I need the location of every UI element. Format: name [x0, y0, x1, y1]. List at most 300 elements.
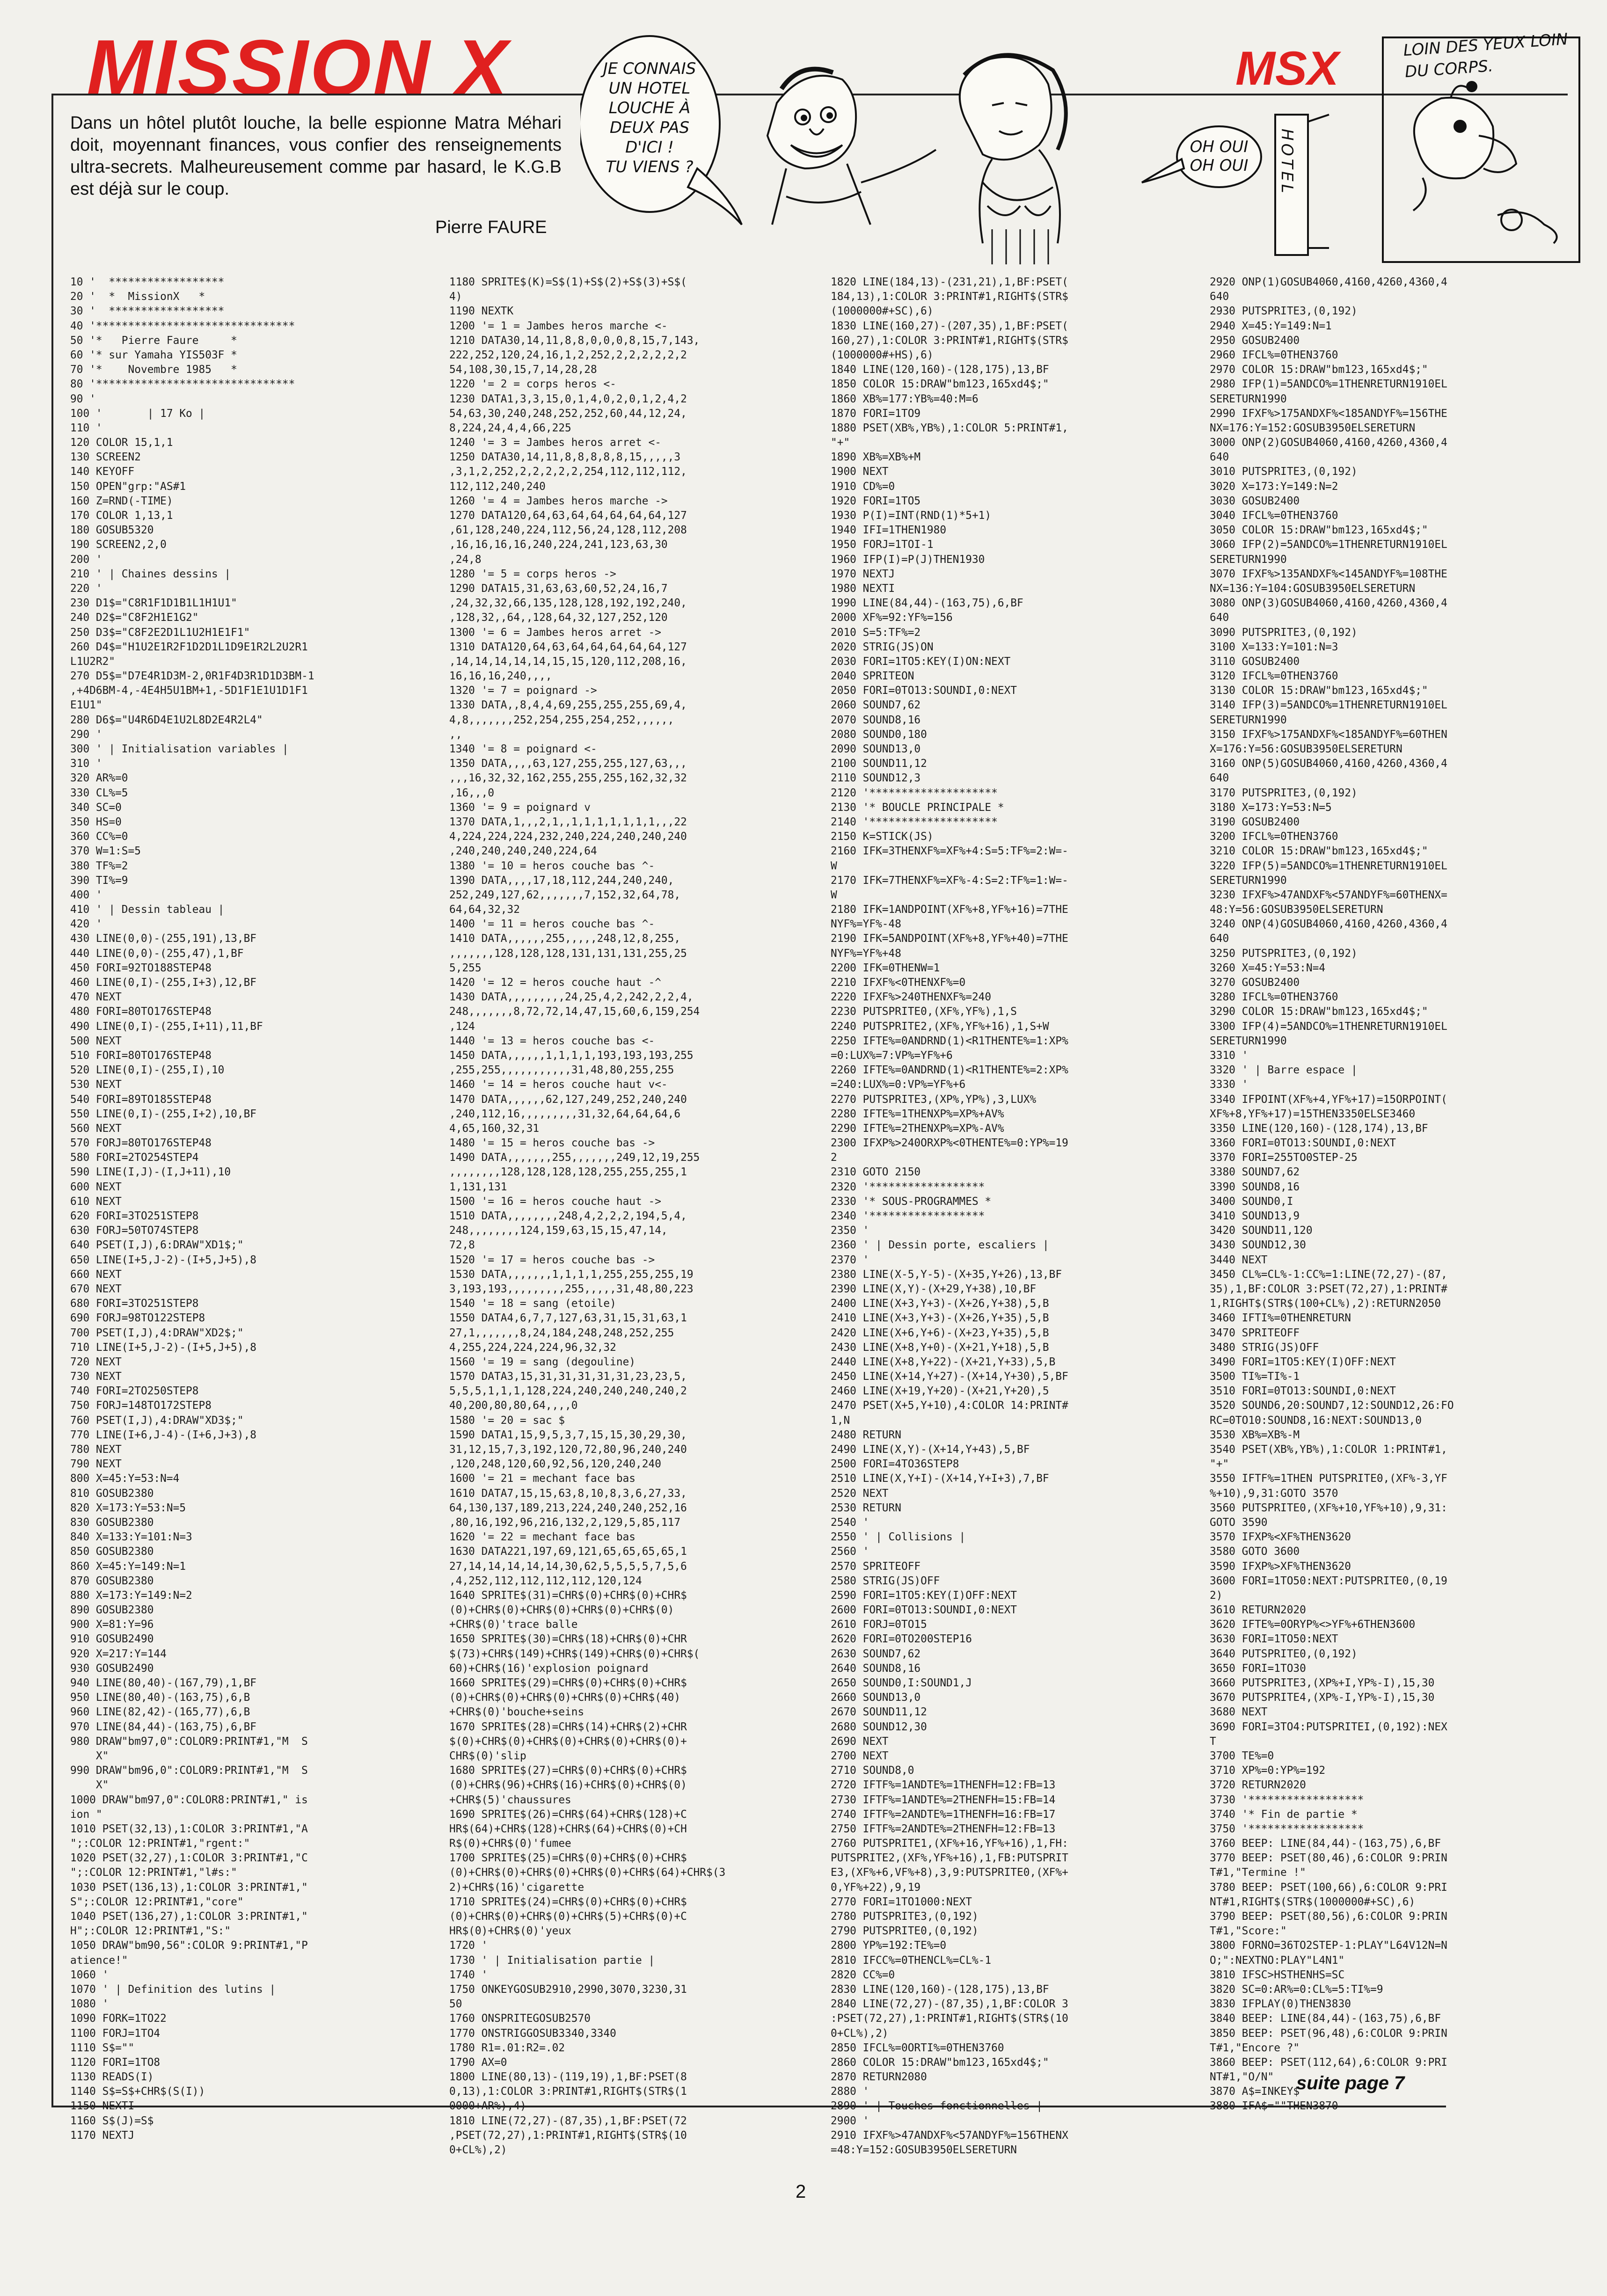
- code-line: 3740 '* Fin de partie *: [1210, 1808, 1358, 1821]
- code-line: 4,224,224,224,232,240,224,240,240,240: [449, 831, 687, 843]
- code-line: 490 LINE(0,I)-(255,I+11),11,BF: [70, 1020, 263, 1033]
- code-line: 660 NEXT: [70, 1268, 122, 1281]
- code-line: 1830 LINE(160,27)-(207,35),1,BF:PSET(: [831, 320, 1068, 332]
- code-line: 3400 SOUND0,I: [1210, 1195, 1293, 1208]
- code-line: 1210 DATA30,14,11,8,8,0,0,0,8,15,7,143,: [449, 334, 700, 347]
- code-line: SERETURN1990: [1210, 553, 1287, 566]
- code-line: $(73)+CHR$(149)+CHR$(149)+CHR$(0)+CHR$(: [449, 1647, 700, 1660]
- code-line: 2820 CC%=0: [831, 1968, 895, 1981]
- code-line: 1120 FORI=1TO8: [70, 2056, 161, 2069]
- code-line: 1980 NEXTI: [831, 582, 895, 595]
- code-line: 620 FORI=3TO251STEP8: [70, 1210, 199, 1222]
- code-line: 1840 LINE(120,160)-(128,175),13,BF: [831, 364, 1049, 376]
- code-line: 910 GOSUB2490: [70, 1633, 154, 1646]
- code-line: 30 ' ******************: [70, 305, 225, 318]
- code-line: 2490 LINE(X,Y)-(X+14,Y+43),5,BF: [831, 1443, 1030, 1456]
- code-line: 110 ': [70, 422, 102, 434]
- code-line: 100 ' | 17 Ko |: [70, 407, 205, 420]
- code-line: 3210 COLOR 15:DRAW"bm123,165xd4$;": [1210, 845, 1428, 858]
- code-line: 3390 SOUND8,16: [1210, 1181, 1300, 1193]
- code-line: 1080 ': [70, 1998, 109, 2011]
- code-line: 3670 PUTSPRITE4,(XP%-I,YP%-I),15,30: [1210, 1691, 1435, 1704]
- code-line: 2240 PUTSPRITE2,(XF%,YF%+16),1,S+W: [831, 1020, 1049, 1033]
- code-line: 290 ': [70, 728, 102, 741]
- code-line: NX=136:Y=104:GOSUB3950ELSERETURN: [1210, 582, 1416, 595]
- code-line: 3350 LINE(120,160)-(128,174),13,BF: [1210, 1122, 1428, 1135]
- code-line: 3070 IFXF%>135ANDXF%<145ANDYF%=108THE: [1210, 568, 1447, 580]
- code-line: 550 LINE(0,I)-(255,I+2),10,BF: [70, 1108, 257, 1120]
- code-line: 270 D5$="D7E4R1D3M-2,0R1F4D3R1D1D3BM-1: [70, 670, 314, 683]
- code-line: ,61,128,240,224,112,56,24,128,112,208: [449, 524, 687, 537]
- code-line: 2880 ': [831, 2085, 869, 2098]
- code-line: 3240 ONP(4)GOSUB4060,4160,4260,4360,4: [1210, 918, 1447, 931]
- code-line: 3190 GOSUB2400: [1210, 816, 1300, 828]
- code-line: 840 X=133:Y=101:N=3: [70, 1531, 192, 1544]
- code-line: 2770 FORI=1TO1000:NEXT: [831, 1895, 972, 1908]
- code-line: E3,(XF%+6,VF%+8),3,9:PUTSPRITE0,(XF%+: [831, 1866, 1068, 1879]
- code-line: 1270 DATA120,64,63,64,64,64,64,64,127: [449, 510, 687, 522]
- code-line: 1680 SPRITE$(27)=CHR$(0)+CHR$(0)+CHR$: [449, 1764, 687, 1777]
- code-line: 2510 LINE(X,Y+I)-(X+14,Y+I+3),7,BF: [831, 1472, 1049, 1485]
- code-line: NX=176:Y=152:GOSUB3950ELSERETURN: [1210, 422, 1416, 434]
- page-number: 2: [796, 2181, 806, 2202]
- code-line: 1570 DATA3,15,31,31,31,31,31,23,23,5,: [449, 1370, 687, 1383]
- code-line: 1590 DATA1,15,9,5,3,7,15,15,30,29,30,: [449, 1429, 687, 1441]
- code-line: 2890 ' | Touches fonctionnelles |: [831, 2100, 1043, 2113]
- code-line: 40,200,80,80,64,,,,0: [449, 1399, 578, 1412]
- code-line: 3800 FORNO=36TO2STEP-1:PLAY"L64V12N=N: [1210, 1939, 1447, 1952]
- code-line: 3340 IFPOINT(XF%+4,YF%+17)=15ORPOINT(: [1210, 1093, 1447, 1106]
- code-line: 520 LINE(0,I)-(255,I),10: [70, 1064, 225, 1077]
- code-line: 4,255,224,224,224,96,32,32: [449, 1341, 616, 1354]
- listing-column-3: [831, 275, 1214, 2158]
- code-line: T#1,"Encore ?": [1210, 2041, 1300, 2054]
- code-line: 3580 GOTO 3600: [1210, 1545, 1300, 1558]
- code-line: 1510 DATA,,,,,,,,248,4,2,2,2,194,5,4,: [449, 1210, 687, 1222]
- code-line: 2670 SOUND11,12: [831, 1706, 927, 1719]
- code-line: 1020 PSET(32,27),1:COLOR 3:PRINT#1,"C: [70, 1852, 308, 1865]
- code-line: 1100 FORJ=1TO4: [70, 2027, 161, 2040]
- code-line: 1760 ONSPRITEGOSUB2570: [449, 2012, 591, 2025]
- code-line: 1620 '= 22 = mechant face bas: [449, 1531, 636, 1544]
- code-line: 4,65,160,32,31: [449, 1122, 540, 1135]
- code-line: 2180 IFK=1ANDPOINT(XF%+8,YF%+16)=7THE: [831, 904, 1068, 916]
- code-line: 640: [1210, 291, 1229, 303]
- code-line: 2210 IFXF%<0THENXF%=0: [831, 977, 966, 989]
- code-line: 2060 SOUND7,62: [831, 699, 921, 712]
- code-line: SERETURN1990: [1210, 714, 1287, 726]
- code-line: 300 ' | Initialisation variables |: [70, 743, 289, 755]
- code-line: 2990 IFXF%>175ANDXF%<185ANDYF%=156THE: [1210, 407, 1447, 420]
- code-line: L1U2R2": [70, 655, 116, 668]
- code-line: 360 CC%=0: [70, 831, 128, 843]
- code-line: 2940 X=45:Y=149:N=1: [1210, 320, 1332, 332]
- code-line: ,,,16,32,32,162,255,255,255,162,32,32: [449, 772, 687, 785]
- code-line: 1890 XB%=XB%+M: [831, 451, 921, 464]
- code-line: 160 Z=RND(-TIME): [70, 495, 173, 507]
- code-line: 1490 DATA,,,,,,,255,,,,,,,249,12,19,255: [449, 1152, 700, 1164]
- code-line: 1000 DRAW"bm97,0":COLOR8:PRINT#1," is: [70, 1793, 308, 1806]
- code-line: HR$(64)+CHR$(128)+CHR$(64)+CHR$(0)+CH: [449, 1822, 687, 1835]
- code-line: 2930 PUTSPRITE3,(0,192): [1210, 305, 1358, 318]
- code-line: 1530 DATA,,,,,,,1,1,1,1,255,255,255,19: [449, 1268, 694, 1281]
- code-line: 2870 RETURN2080: [831, 2071, 927, 2084]
- code-line: 770 LINE(I+6,J-4)-(I+6,J+3),8: [70, 1429, 257, 1441]
- code-line: 1990 LINE(84,44)-(163,75),6,BF: [831, 597, 1023, 610]
- code-line: 890 GOSUB2380: [70, 1604, 154, 1617]
- code-line: 2310 GOTO 2150: [831, 1166, 921, 1179]
- code-line: 730 NEXT: [70, 1370, 122, 1383]
- code-line: 2)+CHR$(16)'cigarette: [449, 1881, 584, 1894]
- code-line: 2080 SOUND0,180: [831, 728, 927, 741]
- code-line: 720 NEXT: [70, 1356, 122, 1368]
- code-line: 1720 ': [449, 1939, 488, 1952]
- code-line: S";:COLOR 12:PRINT#1,"core": [70, 1895, 244, 1908]
- code-line: 3720 RETURN2020: [1210, 1779, 1306, 1792]
- frame-left-rule: [51, 94, 53, 2106]
- code-line: 1630 DATA221,197,69,121,65,65,65,65,1: [449, 1545, 687, 1558]
- code-line: 120 COLOR 15,1,1: [70, 437, 173, 449]
- code-line: 2960 IFCL%=0THEN3760: [1210, 349, 1338, 361]
- code-line: 1200 '= 1 = Jambes heros marche <-: [449, 320, 668, 332]
- code-line: 2920 ONP(1)GOSUB4060,4160,4260,4360,4: [1210, 276, 1447, 288]
- bubble-left-line-3: LOUCHE À: [608, 99, 691, 117]
- code-line: (0)+CHR$(0)+CHR$(0)+CHR$(0)+CHR$(64)+CHR$(3: [449, 1866, 726, 1879]
- code-line: 530 NEXT: [70, 1079, 122, 1091]
- code-line: SERETURN1990: [1210, 874, 1287, 887]
- author-name: Pierre FAURE: [435, 218, 547, 237]
- code-line: (1000000#+SC),6): [831, 305, 934, 318]
- code-line: 3530 XB%=XB%-M: [1210, 1429, 1300, 1441]
- code-line: 1160 S$(J)=S$: [70, 2114, 154, 2127]
- code-line: ";:COLOR 12:PRINT#1,"rgent:": [70, 1837, 250, 1850]
- code-line: 3880 IFA$=""THEN3870: [1210, 2100, 1338, 2113]
- code-line: 3520 SOUND6,20:SOUND7,12:SOUND12,26:FO: [1210, 1399, 1454, 1412]
- code-line: 2070 SOUND8,16: [831, 714, 921, 726]
- code-line: 320 AR%=0: [70, 772, 128, 785]
- code-line: 540 FORI=89TO185STEP48: [70, 1093, 212, 1106]
- code-line: 2300 IFXP%>240ORXP%<0THENTE%=0:YP%=19: [831, 1137, 1068, 1150]
- code-line: 8,224,24,4,4,66,225: [449, 422, 571, 434]
- code-line: 0+CL%),2): [831, 2027, 889, 2040]
- code-line: R$(0)+CHR$(0)'fumee: [449, 1837, 571, 1850]
- code-line: 1440 '= 13 = heros couche bas <-: [449, 1035, 655, 1047]
- code-line: 2110 SOUND12,3: [831, 772, 921, 785]
- bubble-left-line-4: DEUX PAS: [609, 118, 690, 137]
- code-line: ,,: [449, 728, 462, 741]
- code-line: 3710 XP%=0:YP%=192: [1210, 1764, 1326, 1777]
- code-line: 2530 RETURN: [831, 1502, 901, 1514]
- code-line: 2740 IFTF%=2ANDTE%=1THENFH=16:FB=17: [831, 1808, 1056, 1821]
- code-line: 2660 SOUND13,0: [831, 1691, 921, 1704]
- code-line: 1140 S$=S$+CHR$(S(I)): [70, 2085, 205, 2098]
- code-line: 2): [1210, 1589, 1223, 1602]
- code-line: 2260 IFTE%=0ANDRND(1)<R1THENTE%=2:XP%: [831, 1064, 1068, 1077]
- code-line: X=176:Y=56:GOSUB3950ELSERETURN: [1210, 743, 1402, 755]
- code-line: 2140 '********************: [831, 816, 998, 828]
- code-line: 2540 ': [831, 1516, 869, 1529]
- code-line: 2650 SOUND0,I:SOUND1,J: [831, 1677, 972, 1689]
- code-line: 700 PSET(I,J),4:DRAW"XD2$;": [70, 1327, 244, 1339]
- code-line: T#1,"Score:": [1210, 1925, 1287, 1938]
- code-line: 3000 ONP(2)GOSUB4060,4160,4260,4360,4: [1210, 437, 1447, 449]
- code-line: (0)+CHR$(0)+CHR$(0)+CHR$(0)+CHR$(40): [449, 1691, 681, 1704]
- code-line: 2190 IFK=5ANDPOINT(XF%+8,YF%+40)=7THE: [831, 933, 1068, 945]
- code-line: 2570 SPRITEOFF: [831, 1560, 921, 1573]
- code-line: 70 '* Novembre 1985 *: [70, 364, 237, 376]
- code-line: 440 LINE(0,0)-(255,47),1,BF: [70, 947, 244, 960]
- code-line: 330 CL%=5: [70, 787, 128, 799]
- code-line: 3700 TE%=0: [1210, 1749, 1274, 1762]
- code-line: 3660 PUTSPRITE3,(XP%+I,YP%-I),15,30: [1210, 1677, 1435, 1689]
- code-line: 3290 COLOR 15:DRAW"bm123,165xd4$;": [1210, 1006, 1428, 1018]
- code-line: ,,,,,,,,128,128,128,128,255,255,255,1: [449, 1166, 687, 1179]
- code-line: 3130 COLOR 15:DRAW"bm123,165xd4$;": [1210, 685, 1428, 697]
- bubble-left-line-1: JE CONNAIS: [603, 59, 696, 78]
- code-line: 2040 SPRITEON: [831, 670, 914, 683]
- code-line: 5,255: [449, 962, 482, 974]
- code-line: 1650 SPRITE$(30)=CHR$(18)+CHR$(0)+CHR: [449, 1633, 687, 1646]
- man-figure-drawing: [767, 69, 936, 225]
- code-line: 1660 SPRITE$(29)=CHR$(0)+CHR$(0)+CHR$: [449, 1677, 687, 1689]
- bubble-right-line-2: OH OUI: [1190, 156, 1249, 175]
- code-line: 1810 LINE(72,27)-(87,35),1,BF:PSET(72: [449, 2114, 687, 2127]
- code-line: ,4,252,112,112,112,112,120,124: [449, 1574, 642, 1587]
- code-line: 2520 NEXT: [831, 1487, 889, 1500]
- code-line: 2730 IFTF%=1ANDTE%=2THENFH=15:FB=14: [831, 1793, 1056, 1806]
- code-line: 220 ': [70, 582, 102, 595]
- code-line: 3380 SOUND7,62: [1210, 1166, 1300, 1179]
- code-line: 190 SCREEN2,2,0: [70, 539, 167, 551]
- code-line: 1780 R1=.01:R2=.02: [449, 2041, 565, 2054]
- code-line: 1610 DATA7,15,15,63,8,10,8,3,6,27,33,: [449, 1487, 687, 1500]
- code-line: 130 SCREEN2: [70, 451, 141, 464]
- code-line: 20 ' * MissionX *: [70, 291, 205, 303]
- code-line: 3840 BEEP: LINE(84,44)-(163,75),6,BF: [1210, 2012, 1441, 2025]
- code-line: NT#1,"O/N": [1210, 2071, 1274, 2084]
- code-line: 1770 ONSTRIGGOSUB3340,3340: [449, 2027, 616, 2040]
- code-line: 1910 CD%=0: [831, 480, 895, 493]
- continued-note: suite page 7: [1296, 2073, 1405, 2093]
- code-line: 60)+CHR$(16)'explosion poignard: [449, 1662, 649, 1675]
- code-line: 240 D2$="C8F2H1E1G2": [70, 612, 199, 624]
- code-line: ,128,32,,64,,128,64,32,127,252,120: [449, 612, 668, 624]
- code-line: 3160 ONP(5)GOSUB4060,4160,4260,4360,4: [1210, 758, 1447, 770]
- code-line: 3330 ': [1210, 1079, 1249, 1091]
- code-line: 960 LINE(82,42)-(165,77),6,B: [70, 1706, 250, 1719]
- code-line: 640: [1210, 772, 1229, 785]
- code-line: 3030 GOSUB2400: [1210, 495, 1300, 507]
- code-line: 1750 ONKEYGOSUB2910,2990,3070,3230,31: [449, 1983, 687, 1996]
- code-line: 1250 DATA30,14,11,8,8,8,8,8,15,,,,,3: [449, 451, 681, 464]
- code-line: 1870 FORI=1TO9: [831, 407, 921, 420]
- code-line: 3120 IFCL%=0THEN3760: [1210, 670, 1338, 683]
- code-line: E1U1": [70, 699, 102, 712]
- code-line: 1880 PSET(XB%,YB%),1:COLOR 5:PRINT#1,: [831, 422, 1068, 434]
- code-line: 3450 CL%=CL%-1:CC%=1:LINE(72,27)-(87,: [1210, 1268, 1447, 1281]
- code-line: 390 TI%=9: [70, 874, 128, 887]
- code-line: 2680 SOUND12,30: [831, 1720, 927, 1733]
- code-line: 2950 GOSUB2400: [1210, 334, 1300, 347]
- code-line: 340 SC=0: [70, 801, 122, 814]
- code-line: 3230 IFXF%>47ANDXF%<57ANDYF%=60THENX=: [1210, 889, 1447, 901]
- code-line: 1090 FORK=1TO22: [70, 2012, 167, 2025]
- code-line: T: [1210, 1735, 1216, 1748]
- code-line: 610 NEXT: [70, 1195, 122, 1208]
- code-line: 580 FORI=2TO254STEP4: [70, 1152, 199, 1164]
- code-line: 2800 YP%=192:TE%=0: [831, 1939, 947, 1952]
- code-line: =240:LUX%=0:VP%=YF%+6: [831, 1079, 966, 1091]
- code-line: 2200 IFK=0THENW=1: [831, 962, 940, 974]
- code-line: 3760 BEEP: LINE(84,44)-(163,75),6,BF: [1210, 1837, 1441, 1850]
- code-line: 1190 NEXTK: [449, 305, 514, 318]
- code-line: 35),1,BF:COLOR 3:PSET(72,27),1:PRINT#: [1210, 1283, 1447, 1295]
- code-line: 184,13),1:COLOR 3:PRINT#1,RIGHT$(STR$: [831, 291, 1068, 303]
- code-line: 2160 IFK=3THENXF%=XF%+4:S=5:TF%=2:W=-: [831, 845, 1068, 858]
- code-line: 1930 P(I)=INT(RND(1)*5+1): [831, 510, 992, 522]
- platform-label: MSX: [1235, 42, 1339, 95]
- code-line: X": [70, 1749, 109, 1762]
- code-line: HR$(0)+CHR$(0)'yeux: [449, 1925, 571, 1938]
- code-line: 850 GOSUB2380: [70, 1545, 154, 1558]
- code-line: 310 ': [70, 758, 102, 770]
- code-line: 3280 IFCL%=0THEN3760: [1210, 991, 1338, 1004]
- code-line: 3260 X=45:Y=53:N=4: [1210, 962, 1326, 974]
- code-line: 430 LINE(0,0)-(255,191),13,BF: [70, 933, 257, 945]
- code-line: 2590 FORI=1TO5:KEY(I)OFF:NEXT: [831, 1589, 1017, 1602]
- code-line: 1460 '= 14 = heros couche haut v<-: [449, 1079, 668, 1091]
- code-line: 3420 SOUND11,120: [1210, 1225, 1313, 1237]
- code-line: 1450 DATA,,,,,,1,1,1,1,193,193,193,255: [449, 1049, 694, 1062]
- code-line: 2690 NEXT: [831, 1735, 889, 1748]
- code-line: 3590 IFXP%>XF%THEN3620: [1210, 1560, 1351, 1573]
- code-line: 370 W=1:S=5: [70, 845, 141, 858]
- code-line: "+": [831, 437, 850, 449]
- code-line: 810 GOSUB2380: [70, 1487, 154, 1500]
- code-line: 2600 FORI=0TO13:SOUNDI,0:NEXT: [831, 1604, 1017, 1617]
- code-line: 1,131,131: [449, 1181, 507, 1193]
- code-line: 2100 SOUND11,12: [831, 758, 927, 770]
- code-line: 48:Y=56:GOSUB3950ELSERETURN: [1210, 904, 1383, 916]
- code-line: 380 TF%=2: [70, 860, 128, 872]
- intro-paragraph: Dans un hôtel plutôt louche, la belle espionne Matra Méhari doit, moyennant finances, vous confier des renseignements ultra-secrets. Malheureusement comme par hasard, le K.G.B est déjà sur le coup.: [70, 113, 562, 199]
- code-line: 750 FORJ=148TO172STEP8: [70, 1399, 212, 1412]
- code-line: 50 '* Pierre Faure *: [70, 334, 237, 347]
- code-line: 1670 SPRITE$(28)=CHR$(14)+CHR$(2)+CHR: [449, 1720, 687, 1733]
- code-line: 2560 ': [831, 1545, 869, 1558]
- code-line: (0)+CHR$(0)+CHR$(0)+CHR$(0)+CHR$(0): [449, 1604, 674, 1617]
- code-line: 1960 IFP(I)=P(J)THEN1930: [831, 553, 985, 566]
- code-line: 2780 PUTSPRITE3,(0,192): [831, 1910, 979, 1923]
- code-line: 1130 READS(I): [70, 2071, 154, 2084]
- code-line: 2750 IFTF%=2ANDTE%=2THENFH=12:FB=13: [831, 1822, 1056, 1835]
- code-line: 2850 IFCL%=0ORTI%=0THEN3760: [831, 2041, 1004, 2054]
- code-line: 2810 IFCC%=0THENCL%=CL%-1: [831, 1954, 992, 1967]
- code-line: 3640 PUTSPRITE0,(0,192): [1210, 1647, 1358, 1660]
- code-line: 3180 X=173:Y=53:N=5: [1210, 801, 1332, 814]
- code-line: 3140 IFP(3)=5ANDCO%=1THENRETURN1910EL: [1210, 699, 1447, 712]
- code-line: 2860 COLOR 15:DRAW"bm123,165xd4$;": [831, 2056, 1049, 2069]
- code-line: 1410 DATA,,,,,,255,,,,,248,12,8,255,: [449, 933, 681, 945]
- code-line: 1280 '= 5 = corps heros ->: [449, 568, 616, 580]
- code-line: 1370 DATA,1,,,2,1,,1,1,1,1,1,1,1,,,22: [449, 816, 687, 828]
- code-line: 27,14,14,14,14,14,30,62,5,5,5,5,7,5,6: [449, 1560, 687, 1573]
- code-line: GOTO 3590: [1210, 1516, 1268, 1529]
- code-line: 760 PSET(I,J),4:DRAW"XD3$;": [70, 1414, 244, 1427]
- code-line: 2360 ' | Dessin porte, escaliers |: [831, 1239, 1049, 1252]
- code-line: 140 KEYOFF: [70, 466, 135, 478]
- code-line: 1520 '= 17 = heros couche bas ->: [449, 1254, 655, 1266]
- code-line: 2720 IFTF%=1ANDTE%=1THENFH=12:FB=13: [831, 1779, 1056, 1792]
- code-line: :PSET(72,27),1:PRINT#1,RIGHT$(STR$(10: [831, 2012, 1068, 2025]
- code-line: 2020 STRIG(JS)ON: [831, 641, 934, 653]
- code-line: 410 ' | Dessin tableau |: [70, 904, 225, 916]
- code-line: 2320 '******************: [831, 1181, 985, 1193]
- code-line: 3470 SPRITEOFF: [1210, 1327, 1300, 1339]
- code-line: ,24,32,32,66,135,128,128,192,192,240,: [449, 597, 687, 610]
- code-line: 2450 LINE(X+14,Y+27)-(X+14,Y+30),5,BF: [831, 1370, 1068, 1383]
- code-line: 1350 DATA,,,,63,127,255,255,127,63,,,: [449, 758, 687, 770]
- code-line: 1390 DATA,,,,17,18,112,244,240,240,: [449, 874, 674, 887]
- cartoon-aside-caption: LOIN DES YEUX LOIN DU CORPS.: [1402, 29, 1569, 82]
- code-line: 3460 IFTI%=0THENRETURN: [1210, 1312, 1351, 1325]
- code-line: 1010 PSET(32,13),1:COLOR 3:PRINT#1,"A: [70, 1822, 308, 1835]
- code-line: 1580 '= 20 = sac $: [449, 1414, 565, 1427]
- code-line: 2130 '* BOUCLE PRINCIPALE *: [831, 801, 1004, 814]
- listing-column-4: [1210, 275, 1584, 2114]
- code-line: 4): [449, 291, 462, 303]
- code-line: ,3,1,2,252,2,2,2,2,2,254,112,112,112,: [449, 466, 687, 478]
- code-line: 1110 S$="": [70, 2041, 135, 2054]
- code-line: +CHR$(0)'trace balle: [449, 1618, 578, 1631]
- code-line: 3850 BEEP: PSET(96,48),6:COLOR 9:PRIN: [1210, 2027, 1447, 2040]
- code-line: 860 X=45:Y=149:N=1: [70, 1560, 186, 1573]
- code-line: 2050 FORI=0TO13:SOUNDI,0:NEXT: [831, 685, 1017, 697]
- code-line: ,124: [449, 1020, 475, 1033]
- code-line: 248,,,,,,,8,72,72,14,47,15,60,6,159,254: [449, 1006, 700, 1018]
- code-line: 1400 '= 11 = heros couche bas ^-: [449, 918, 655, 931]
- code-line: NYF%=YF%+48: [831, 947, 901, 960]
- code-line: 2270 PUTSPRITE3,(XP%,YP%),3,LUX%: [831, 1093, 1037, 1106]
- code-line: ,240,240,240,240,224,64: [449, 845, 597, 858]
- code-line: 1740 ': [449, 1968, 488, 1981]
- code-line: 2230 PUTSPRITE0,(XF%,YF%),1,S: [831, 1006, 1017, 1018]
- code-line: 2030 FORI=1TO5:KEY(I)ON:NEXT: [831, 655, 1011, 668]
- code-line: PUTSPRITE2,(XF%,YF%+16),1,FB:PUTSPRIT: [831, 1852, 1068, 1865]
- code-line: 940 LINE(80,40)-(167,79),1,BF: [70, 1677, 257, 1689]
- code-line: 640: [1210, 612, 1229, 624]
- code-line: 1070 ' | Definition des lutins |: [70, 1983, 276, 1996]
- code-line: 3370 FORI=255TO0STEP-25: [1210, 1152, 1358, 1164]
- code-line: 200 ': [70, 553, 102, 566]
- code-line: 2280 IFTE%=1THENXP%=XP%+AV%: [831, 1108, 1004, 1120]
- code-line: 690 FORJ=98TO122STEP8: [70, 1312, 205, 1325]
- code-line: 222,252,120,24,16,1,2,252,2,2,2,2,2,2: [449, 349, 687, 361]
- code-line: 3060 IFP(2)=5ANDCO%=1THENRETURN1910EL: [1210, 539, 1447, 551]
- hotel-sign-letters: HOTEL: [1278, 129, 1296, 196]
- code-line: 1920 FORI=1TO5: [831, 495, 921, 507]
- code-line: 1690 SPRITE$(26)=CHR$(64)+CHR$(128)+C: [449, 1808, 687, 1821]
- code-line: ,14,14,14,14,14,15,15,120,112,208,16,: [449, 655, 687, 668]
- code-line: 3630 FORI=1TO50:NEXT: [1210, 1633, 1338, 1646]
- code-line: 210 ' | Chaines dessins |: [70, 568, 231, 580]
- code-line: 830 GOSUB2380: [70, 1516, 154, 1529]
- code-line: 1060 ': [70, 1968, 109, 1981]
- code-line: 870 GOSUB2380: [70, 1574, 154, 1587]
- code-line: ,+4D6BM-4,-4E4H5U1BM+1,-5D1F1E1U1D1F1: [70, 685, 308, 697]
- code-line: 1970 NEXTJ: [831, 568, 895, 580]
- code-line: 280 D6$="U4R6D4E1U2L8D2E4R2L4": [70, 714, 263, 726]
